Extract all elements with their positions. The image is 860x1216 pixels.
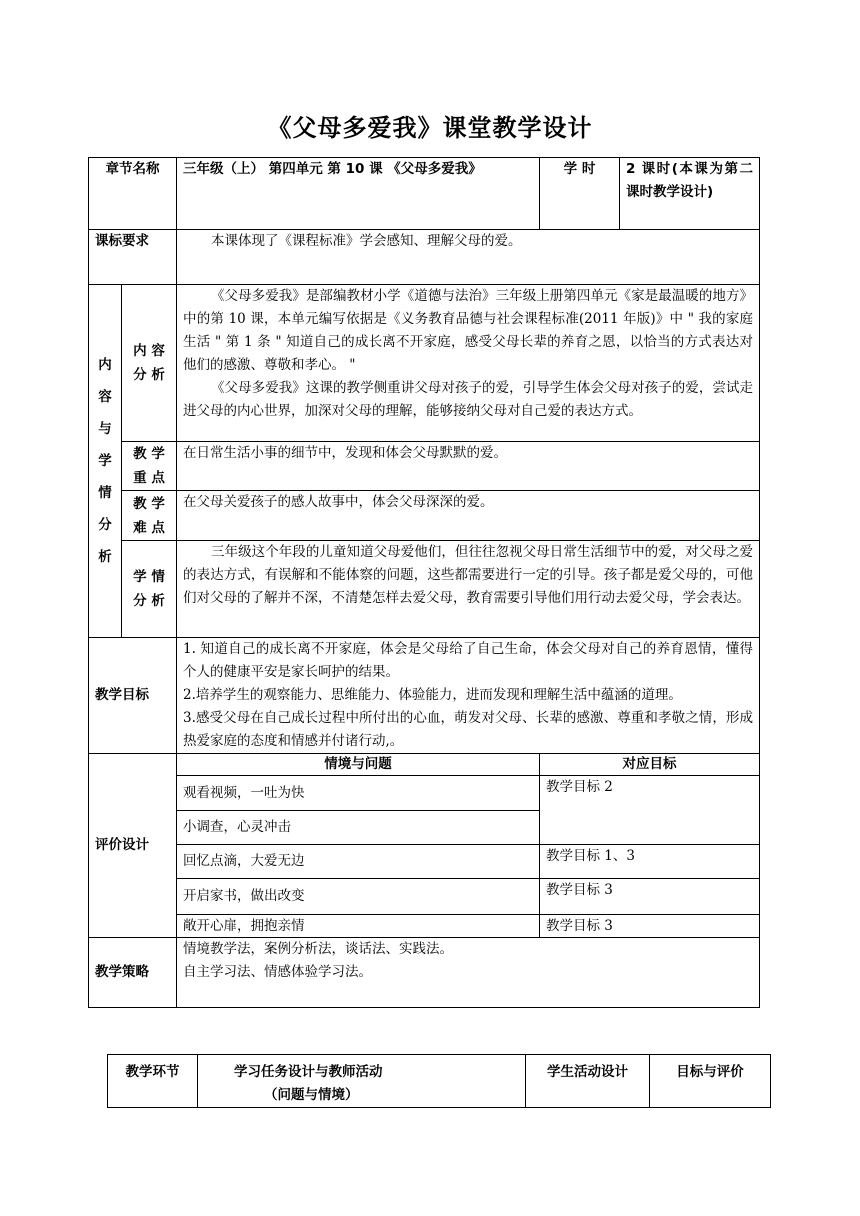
chapter-label: 章节名称 xyxy=(89,158,177,230)
content-analysis-para-2: 《父母多爱我》这课的教学侧重讲父母对孩子的爱，引导学生体会父母对孩子的爱，尝试走进父母的内心世界，加深对父母的理解，能够接纳父母对自己爱的表达方式。 xyxy=(183,380,754,419)
evaluation-target-4: 教学目标 3 xyxy=(540,915,760,938)
process-col-tasks-line-2: （问题与情境） xyxy=(264,1087,359,1103)
key-points-label-1: 教 学 xyxy=(133,446,165,462)
content-analysis-label-1: 内 容 xyxy=(133,343,165,359)
analysis-label xyxy=(89,285,122,638)
evaluation-row-2: 小调查，心灵冲击 xyxy=(177,811,540,845)
evaluation-row-1: 观看视频，一吐为快 xyxy=(177,776,540,811)
lesson-design-table xyxy=(88,157,760,1008)
curriculum-text: 本课体现了《课程标准》学会感知、理解父母的爱。 xyxy=(177,230,760,285)
evaluation-target-3: 教学目标 3 xyxy=(540,879,760,915)
objectives-list xyxy=(177,638,760,754)
difficulty-text: 在父母关爱孩子的感人故事中，体会父母深深的爱。 xyxy=(177,491,760,541)
evaluation-target-1: 教学目标 2 xyxy=(540,776,760,845)
student-analysis-label-2: 分 析 xyxy=(133,593,165,609)
student-analysis-label xyxy=(122,541,177,638)
process-col-tasks-line-1: 学习任务设计与教师活动 xyxy=(234,1064,383,1080)
content-analysis-para-1: 《父母多爱我》是部编教材小学《道德与法治》三年级上册第四单元《家是最温暖的地方》中的第 10 课，本单元编写依据是《义务教育品德与社会课程标准(2011 年版)》中 " 我的家庭生活 " 第 1 条 " 知道自己的成长离不开家庭，感受父母长辈的养育之恩，以恰当的方式表达对他们的感激、尊敬和孝心。 " xyxy=(183,288,754,373)
objective-item: 3.感受父母在自己成长过程中所付出的心血，萌发对父母、长辈的感激、尊重和孝敬之情，形成热爱家庭的态度和情感并付诸行动,。 xyxy=(183,710,754,749)
strategy-label: 教学策略 xyxy=(89,938,177,1008)
student-analysis-text: 三年级这个年段的儿童知道父母爱他们，但往往忽视父母日常生活细节中的爱，对父母之爱的表达方式，有误解和不能体察的问题，这些都需要进行一定的引导。孩子都是爱父母的，可他们对父母的了解并不深，不清楚怎样去爱父母，教育需要引导他们用行动去爱父母，学会表达。 xyxy=(177,541,760,638)
process-header-table xyxy=(107,1054,771,1108)
content-analysis-label xyxy=(122,285,177,442)
content-analysis-label-2: 分 析 xyxy=(133,367,165,383)
key-points-label-2: 重 点 xyxy=(133,470,165,486)
page-title: 《父母多爱我》课堂教学设计 xyxy=(267,114,593,142)
evaluation-row-5: 敞开心扉，拥抱亲情 xyxy=(177,915,540,938)
difficulty-label-2: 难 点 xyxy=(133,519,165,536)
evaluation-target-2: 教学目标 1、3 xyxy=(540,845,760,879)
hours-value: 2 课时(本课为第二课时教学设计) xyxy=(620,158,760,230)
objective-item: 1. 知道自己的成长离不开家庭，体会是父母给了自己生命，体会父母对自己的养育恩情，懂得个人的健康平安是家长呵护的结果。 xyxy=(183,641,754,680)
process-col-evaluation: 目标与评价 xyxy=(650,1055,771,1108)
analysis-label-text: 内容与学情分析 xyxy=(98,357,112,565)
student-analysis-label-1: 学 情 xyxy=(133,569,165,585)
curriculum-label: 课标要求 xyxy=(89,230,177,285)
difficulty-label xyxy=(122,491,177,541)
evaluation-col-target: 对应目标 xyxy=(540,754,760,776)
evaluation-label: 评价设计 xyxy=(89,754,177,938)
strategy-line-2: 自主学习法、情感体验学习法。 xyxy=(183,964,372,980)
strategy-line-1: 情境教学法，案例分析法，谈话法、实践法。 xyxy=(183,941,453,957)
difficulty-label-1: 教 学 xyxy=(133,495,165,512)
process-col-student-activity: 学生活动设计 xyxy=(526,1055,650,1108)
process-col-tasks xyxy=(198,1055,526,1108)
hours-label: 学 时 xyxy=(540,158,620,230)
objectives-label: 教学目标 xyxy=(89,638,177,754)
strategy-text xyxy=(177,938,760,1008)
content-analysis-text xyxy=(177,285,760,442)
key-points-text: 在日常生活小事的细节中，发现和体会父母默默的爱。 xyxy=(177,442,760,491)
evaluation-row-3: 回忆点滴，大爱无边 xyxy=(177,845,540,879)
objective-item: 2.培养学生的观察能力、思维能力、体验能力，进而发现和理解生活中蕴涵的道理。 xyxy=(183,687,682,703)
chapter-value: 三年级（上） 第四单元 第 10 课 《父母多爱我》 xyxy=(177,158,540,230)
process-col-stage: 教学环节 xyxy=(108,1055,198,1108)
evaluation-row-4: 开启家书，做出改变 xyxy=(177,879,540,915)
key-points-label xyxy=(122,442,177,491)
evaluation-col-situation: 情境与问题 xyxy=(177,754,540,776)
